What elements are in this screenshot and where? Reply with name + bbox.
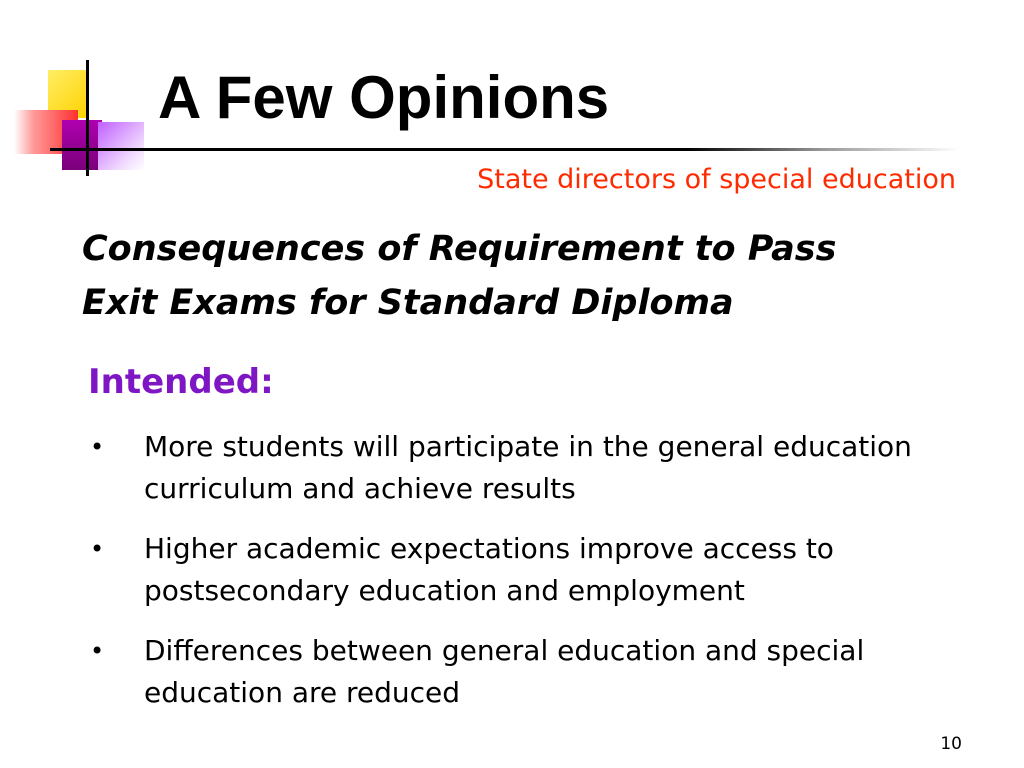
decorative-purple-square [62, 120, 102, 170]
bullet-text: Higher academic expectations improve access to postsecondary education and employment [144, 532, 834, 607]
bullet-icon: • [90, 433, 105, 461]
bullet-icon: • [90, 535, 105, 563]
bullet-list [88, 426, 988, 732]
bullet-text: Differences between general education and special education are reduced [144, 634, 865, 709]
slide-heading [82, 222, 982, 330]
bullet-text: More students will participate in the general education curriculum and achieve results [144, 430, 912, 505]
slide-heading-line-2: Exit Exams for Standard Diploma [82, 283, 734, 323]
bullet-item [88, 528, 988, 612]
decorative-lavender-square [98, 122, 144, 170]
bullet-icon: • [90, 637, 105, 665]
slide-title: A Few Opinions [158, 64, 610, 131]
title-underline [50, 148, 960, 151]
slide-heading-line-1: Consequences of Requirement to Pass [82, 229, 837, 269]
section-label: Intended: [88, 362, 274, 402]
bullet-item [88, 630, 988, 714]
page-number: 10 [940, 734, 962, 754]
slide-subtitle: State directors of special education [477, 164, 956, 195]
decorative-vertical-line [86, 60, 89, 176]
title-decoration [0, 0, 150, 190]
bullet-item [88, 426, 988, 510]
